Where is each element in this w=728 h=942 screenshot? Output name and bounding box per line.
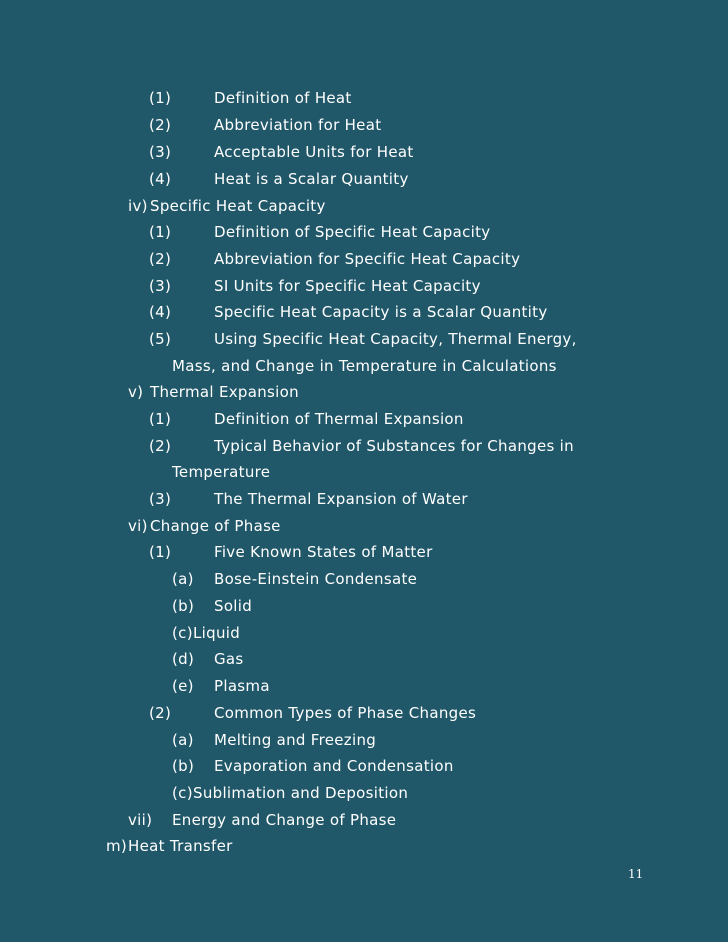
outline-text: Specific Heat Capacity is a Scalar Quantity <box>214 303 548 321</box>
outline-text: Five Known States of Matter <box>214 543 433 561</box>
outline-text: Sublimation and Deposition <box>193 784 409 802</box>
outline-marker: (b) <box>172 597 195 615</box>
outline-marker: (3) <box>149 490 172 508</box>
outline-marker: (c) <box>172 624 193 642</box>
outline-marker: (3) <box>149 277 172 295</box>
outline-text: Melting and Freezing <box>214 731 377 749</box>
outline-marker: (1) <box>149 543 172 561</box>
outline-marker: (2) <box>149 704 172 722</box>
outline-text: Change of Phase <box>150 517 281 535</box>
outline-marker: (c) <box>172 784 193 802</box>
outline-text: Liquid <box>193 624 241 642</box>
outline-text: Common Types of Phase Changes <box>214 704 477 722</box>
outline-text: Typical Behavior of Substances for Changes in <box>214 437 574 455</box>
outline-marker: (b) <box>172 757 195 775</box>
outline-marker: (1) <box>149 410 172 428</box>
outline-text: Evaporation and Condensation <box>214 757 454 775</box>
outline-text: Bose-Einstein Condensate <box>214 570 418 588</box>
outline-marker: (3) <box>149 143 172 161</box>
outline-text: Abbreviation for Heat <box>214 116 382 134</box>
outline-marker: (a) <box>172 570 194 588</box>
outline-text: Mass, and Change in Temperature in Calculations <box>172 357 557 375</box>
outline-text: Using Specific Heat Capacity, Thermal Energy, <box>214 330 577 348</box>
outline-marker: (1) <box>149 89 172 107</box>
outline-marker: (2) <box>149 250 172 268</box>
outline-marker: m) <box>106 837 128 855</box>
outline-text: Solid <box>214 597 253 615</box>
outline-text: The Thermal Expansion of Water <box>214 490 468 508</box>
outline-marker: (2) <box>149 116 172 134</box>
outline-marker: iv) <box>128 197 148 215</box>
outline-text: Specific Heat Capacity <box>150 197 326 215</box>
outline-marker: (5) <box>149 330 172 348</box>
page-number: 11 <box>628 867 644 881</box>
outline-marker: (1) <box>149 223 172 241</box>
outline-marker: vi) <box>128 517 148 535</box>
outline-text: Plasma <box>214 677 270 695</box>
outline-text: Heat is a Scalar Quantity <box>214 170 409 188</box>
outline-text: Thermal Expansion <box>150 383 299 401</box>
outline-text: Abbreviation for Specific Heat Capacity <box>214 250 521 268</box>
outline-text: Temperature <box>172 463 271 481</box>
outline-text: Heat Transfer <box>128 837 233 855</box>
outline-marker: v) <box>128 383 144 401</box>
outline-text: Definition of Heat <box>214 89 352 107</box>
outline-marker: (2) <box>149 437 172 455</box>
outline-text: Energy and Change of Phase <box>172 811 397 829</box>
outline-marker: (d) <box>172 650 195 668</box>
outline-text: SI Units for Specific Heat Capacity <box>214 277 481 295</box>
outline-text: Definition of Specific Heat Capacity <box>214 223 491 241</box>
outline-text: Definition of Thermal Expansion <box>214 410 464 428</box>
outline-marker: (a) <box>172 731 194 749</box>
outline-text: Gas <box>214 650 244 668</box>
outline-text: Acceptable Units for Heat <box>214 143 414 161</box>
outline-marker: vii) <box>128 811 153 829</box>
outline-marker: (e) <box>172 677 194 695</box>
outline-marker: (4) <box>149 170 172 188</box>
outline-marker: (4) <box>149 303 172 321</box>
